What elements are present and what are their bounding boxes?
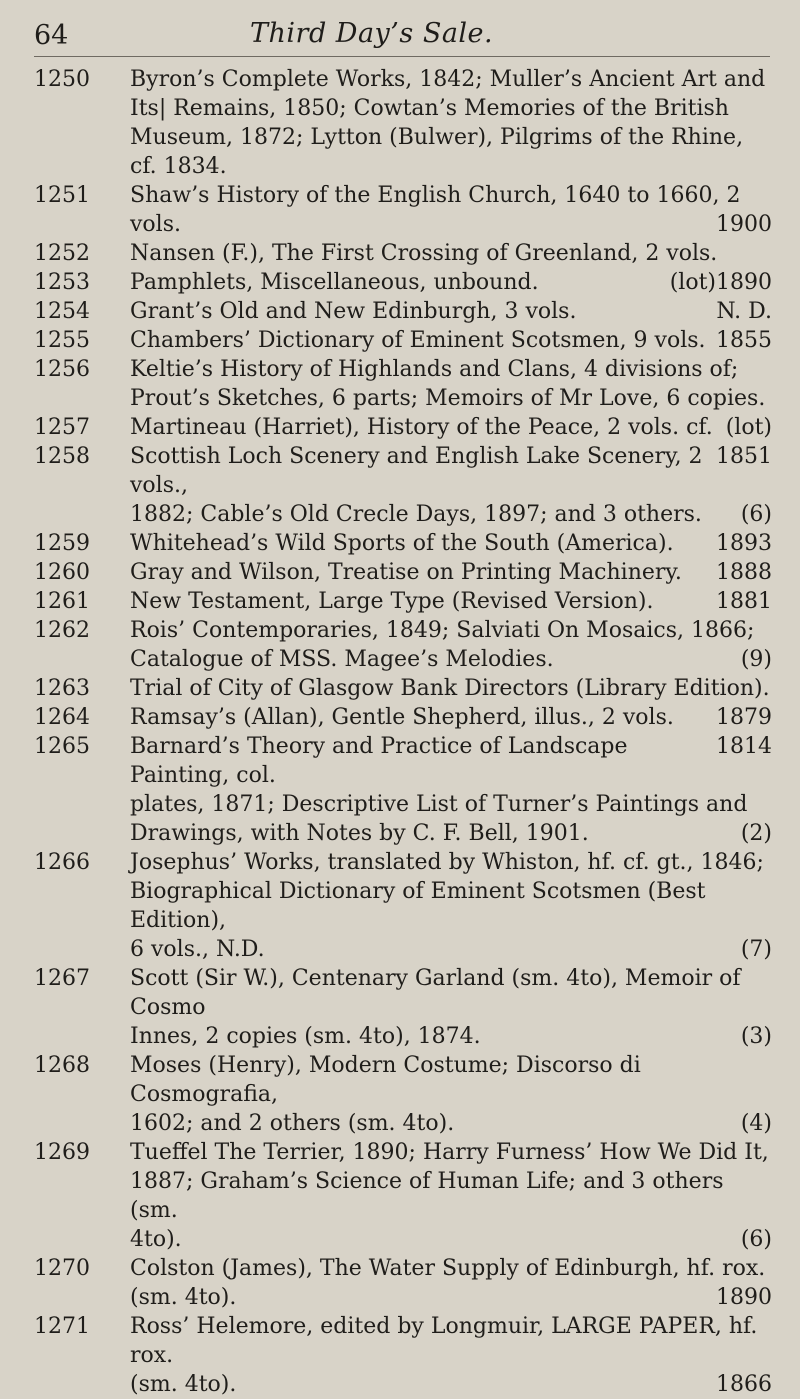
lot-text: (sm. 4to). [130, 1372, 237, 1397]
lot-date-or-quantity: 1855 [716, 328, 772, 353]
lot-description-line [130, 732, 772, 790]
lot-entry [0, 964, 800, 1051]
lot-description-line [130, 935, 772, 964]
lot-number: 1261 [34, 589, 90, 614]
lot-description-line [130, 297, 772, 326]
lot-number: 1271 [34, 1314, 90, 1339]
lot-description-line [130, 1138, 772, 1167]
lot-date-or-quantity: 1888 [716, 560, 772, 585]
lot-date-or-quantity: (2) [740, 821, 772, 846]
lot-description-line [130, 442, 772, 500]
lot-entry [0, 181, 800, 239]
lot-text: Trial of City of Glasgow Bank Directors (Library Edition). [130, 676, 770, 701]
lot-text: Catalogue of MSS. Magee’s Melodies. [130, 647, 554, 672]
lot-text: Pamphlets, Miscellaneous, unbound. [130, 270, 539, 295]
lot-text: Josephus’ Works, translated by Whiston, hf. cf. gt., 1846; [130, 850, 764, 875]
lot-description-line [130, 645, 772, 674]
lot-text: Gray and Wilson, Treatise on Printing Machinery. [130, 560, 682, 585]
lot-number: 1257 [34, 415, 90, 440]
lot-text: 1887; Graham’s Science of Human Life; and 3 others (sm. [130, 1169, 724, 1223]
lot-description-line [130, 848, 772, 877]
lot-date-or-quantity: (7) [740, 937, 772, 962]
lot-description-line [130, 355, 772, 384]
lot-text: (sm. 4to). [130, 1285, 237, 1310]
lot-text: New Testament, Large Type (Revised Version). [130, 589, 654, 614]
lot-number: 1268 [34, 1053, 90, 1078]
lot-description-line [130, 819, 772, 848]
lot-description-line [130, 964, 772, 1022]
lot-text: cf. 1834. [130, 154, 227, 179]
lot-description-line [130, 1283, 772, 1312]
lot-text: Drawings, with Notes by C. F. Bell, 1901. [130, 821, 589, 846]
lot-text: Shaw’s History of the English Church, 1640 to 1660, 2 [130, 183, 741, 208]
lot-text: Ramsay’s (Allan), Gentle Shepherd, illus., 2 vols. [130, 705, 674, 730]
lot-description-line [130, 65, 772, 94]
lot-number: 1266 [34, 850, 90, 875]
lot-description-line [130, 123, 772, 152]
lot-entry [0, 442, 800, 529]
lot-text: Museum, 1872; Lytton (Bulwer), Pilgrims of the Rhine, [130, 125, 744, 150]
lot-number: 1270 [34, 1256, 90, 1281]
lot-description-line [130, 877, 772, 935]
lot-description-line [130, 1225, 772, 1254]
lot-number: 1262 [34, 618, 90, 643]
lot-text: Whitehead’s Wild Sports of the South (America). [130, 531, 674, 556]
lot-date-or-quantity: (9) [740, 647, 772, 672]
lot-number: 1260 [34, 560, 90, 585]
lot-date-or-quantity: 1890 [716, 1285, 772, 1310]
lot-description-line [130, 181, 772, 210]
lot-text: Grant’s Old and New Edinburgh, 3 vols. [130, 299, 577, 324]
lot-description-line [130, 587, 772, 616]
lot-text: Nansen (F.), The First Crossing of Greenland, 2 vols. [130, 241, 718, 266]
lot-description-line [130, 1051, 772, 1109]
lot-entry [0, 1312, 800, 1399]
lot-date-or-quantity: 1893 [716, 531, 772, 556]
lot-text: Barnard’s Theory and Practice of Landscape Painting, col. [130, 734, 628, 788]
lot-date-or-quantity: 1851 [716, 444, 772, 469]
lot-number: 1259 [34, 531, 90, 556]
lot-description-line [130, 413, 772, 469]
lot-description-line [130, 1370, 772, 1399]
lot-number: 1252 [34, 241, 90, 266]
lot-text: Tueffel The Terrier, 1890; Harry Furness’ How We Did It, [130, 1140, 769, 1165]
lot-text: Prout’s Sketches, 6 parts; Memoirs of Mr Love, 6 copies. [130, 386, 766, 411]
lot-number: 1265 [34, 734, 90, 759]
lot-number: 1258 [34, 444, 90, 469]
lot-entry [0, 268, 800, 297]
header-rule [34, 56, 770, 57]
lot-text: Scott (Sir W.), Centenary Garland (sm. 4to), Memoir of Cosmo [130, 966, 741, 1020]
lot-entry [0, 587, 800, 616]
lot-text: Keltie’s History of Highlands and Clans, 4 divisions of; [130, 357, 739, 382]
lot-entry [0, 848, 800, 964]
lot-text: Martineau (Harriet), History of the Peace, 2 vols. cf. [130, 415, 713, 440]
lot-description-line [130, 326, 772, 355]
lot-number: 1250 [34, 67, 90, 92]
lot-number: 1254 [34, 299, 90, 324]
lot-text: Colston (James), The Water Supply of Edinburgh, hf. rox. [130, 1256, 766, 1281]
lot-description-line [130, 558, 772, 587]
lot-text: Rois’ Contemporaries, 1849; Salviati On Mosaics, 1866; [130, 618, 755, 643]
lot-description-line [130, 1254, 772, 1283]
lot-description-line [130, 529, 772, 558]
lot-text: plates, 1871; Descriptive List of Turner’s Paintings and [130, 792, 748, 817]
lot-date-or-quantity: 1814 [716, 734, 772, 759]
lot-entry [0, 65, 800, 181]
lot-entry [0, 558, 800, 587]
lot-text: 4to). [130, 1227, 182, 1252]
lot-number: 1267 [34, 966, 90, 991]
lot-date-or-quantity: 1879 [716, 705, 772, 730]
lot-description-line [130, 94, 772, 123]
lot-entry [0, 297, 800, 326]
lot-text: 1602; and 2 others (sm. 4to). [130, 1111, 455, 1136]
lot-text: 1882; Cable’s Old Crecle Days, 1897; and 3 others. [130, 502, 702, 527]
lot-description-line [130, 616, 772, 645]
lot-date-or-quantity: (6) [740, 1227, 772, 1252]
lot-text: Byron’s Complete Works, 1842; Muller’s Ancient Art and [130, 67, 766, 92]
lot-date-or-quantity: 1881 [716, 589, 772, 614]
lot-text: Moses (Henry), Modern Costume; Discorso di Cosmografia, [130, 1053, 641, 1107]
lot-entry [0, 1254, 800, 1312]
lot-number: 1251 [34, 183, 90, 208]
lot-date-or-quantity: (4) [740, 1111, 772, 1136]
lot-text: 6 vols., N.D. [130, 937, 265, 962]
lot-number: 1264 [34, 705, 90, 730]
lot-text: Its| Remains, 1850; Cowtan’s Memories of the British [130, 96, 729, 121]
lot-date-or-quantity: 1890 [716, 270, 772, 295]
lot-date-or-quantity: (6) [740, 502, 772, 527]
lot-text: Chambers’ Dictionary of Eminent Scotsmen, 9 vols. [130, 328, 706, 353]
running-title: Third Day’s Sale. [250, 18, 494, 49]
lot-date-or-quantity: (lot) [725, 415, 772, 440]
lot-description-line [130, 152, 772, 181]
lot-date-or-quantity: 1866 [716, 1372, 772, 1397]
lot-entry [0, 529, 800, 558]
lot-number: 1263 [34, 676, 90, 701]
lot-entry [0, 616, 800, 674]
page-number: 64 [34, 20, 69, 51]
lot-text: Biographical Dictionary of Eminent Scotsmen (Best Edition), [130, 879, 706, 933]
lot-description-line [130, 703, 772, 759]
lot-entry [0, 1051, 800, 1138]
lot-date-or-quantity: N. D. [716, 299, 772, 324]
lot-number: 1255 [34, 328, 90, 353]
lot-description-line [130, 268, 772, 297]
lot-date-or-quantity: 1900 [716, 212, 772, 237]
lot-entry [0, 326, 800, 355]
lot-list [0, 65, 800, 1399]
lot-date-or-quantity: (3) [740, 1024, 772, 1049]
lot-text: Innes, 2 copies (sm. 4to), 1874. [130, 1024, 481, 1049]
lot-description-line [130, 790, 772, 819]
lot-description-line [130, 1312, 772, 1370]
lot-text: Scottish Loch Scenery and English Lake Scenery, 2 vols., [130, 444, 703, 498]
lot-description-line [130, 1022, 772, 1051]
lot-entry [0, 1138, 800, 1254]
lot-number: 1256 [34, 357, 90, 382]
lot-text: vols. [130, 212, 181, 237]
lot-entry [0, 732, 800, 848]
lot-text: Ross’ Helemore, edited by Longmuir, LARGE PAPER, hf. rox. [130, 1314, 758, 1368]
lot-description-line [130, 500, 772, 529]
lot-description-line [130, 1167, 772, 1225]
lot-date-or-quantity: (lot) [669, 270, 716, 295]
lot-description-line [130, 210, 772, 239]
lot-number: 1253 [34, 270, 90, 295]
lot-number: 1269 [34, 1140, 90, 1165]
lot-description-line [130, 1109, 772, 1138]
